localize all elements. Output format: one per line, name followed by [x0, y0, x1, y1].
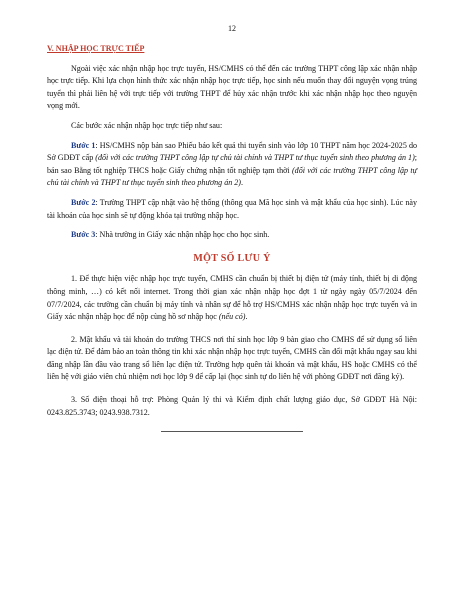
note-3: 3. Số điện thoại hỗ trợ: Phòng Quản lý thi và Kiểm định chất lượng giáo dục, Sở GDĐT Hà Nội: 0243.825.3743; 0243.938.7312. — [47, 395, 417, 417]
intro-paragraph: Ngoài việc xác nhận nhập học trực tuyến, HS/CMHS có thể đến các trường THPT công lập xác nhận nhập học trực tiếp. Khi lựa chọn hình thức xác nhận nhập học trực tiếp, học sinh nếu muốn thay đổi nguyện vọng trúng tuyển thì phải liên hệ với trực tiếp với trường THPT để hủy xác nhận trước khi xác nhận nhập học theo nguyện vọng mới. — [47, 63, 417, 111]
step-1-label: Bước 1 — [71, 140, 96, 150]
footnote-divider — [161, 431, 303, 432]
steps-intro: Các bước xác nhận nhập học trực tiếp như sau: — [71, 120, 223, 130]
step-1: Bước 1: HS/CMHS nộp bản sao Phiếu báo kết quả thi tuyển sinh vào lớp 10 THPT năm học 2024-2025 do Sở GDĐT cấp (đối với các trường THPT công lập tự chủ tài chính và THPT tư thục tuyển sinh theo phương án 1); bản sao Bằng tốt nghiệp THCS hoặc Giấy chứng nhận tốt nghiệp tạm thời (đối với các trường THPT công lập tự chủ tài chính và THPT tư thục tuyển sinh theo phương án 2). — [47, 140, 417, 188]
page-number: 12 — [228, 24, 236, 33]
step-2: Bước 2: Trường THPT cập nhật vào hệ thống (thông qua Mã học sinh và mật khẩu của học sinh). Lúc này tài khoản của học sinh sẽ tự động khóa tại trường nhập học. — [47, 197, 417, 220]
section-title: V. NHẬP HỌC TRỰC TIẾP — [47, 44, 145, 53]
step-3-label: Bước 3 — [71, 230, 96, 240]
step-2-label: Bước 2 — [71, 197, 96, 207]
notes-title: MỘT SỐ LƯU Ý — [193, 252, 271, 264]
page-content — [47, 43, 417, 432]
note-1: 1. Để thực hiện việc nhập học trực tuyến, CMHS cần chuẩn bị thiết bị điện tử (máy tính, thiết bị di động thông minh, …) có kết nối internet. Trong thời gian xác nhận nhập học đợt 1 từ ngày ngày 05/7/2024 đến 07/7/2024, các trường cần chuẩn bị máy tính và nhân sự để hỗ trợ HS/CMHS xác nhận nhập học trực tuyến và in Giấy xác nhận nhập học để nộp cùng hồ sơ nhập học (nếu có). — [47, 274, 417, 322]
step-3: Bước 3: Nhà trường in Giấy xác nhận nhập học cho học sinh. — [71, 230, 270, 240]
note-2: 2. Mật khẩu và tài khoản do trường THCS nơi thí sinh học lớp 9 bàn giao cho CMHS để sử dụng sổ liên lạc điện tử. Để đảm bảo an toàn thông tin khi xác nhận nhập học trực tuyến, CMHS cần đổi mật khẩu ngay sau khi đăng nhập lần đầu vào trang sổ liên lạc điện tử. Trường hợp quên tài khoản và mật khẩu, HS hoặc CMHS có thể liên hệ với giáo viên chủ nhiệm nơi học lớp 9 để cấp lại (học sinh tự do liên hệ với phòng GDĐT nơi đăng ký). — [47, 334, 417, 382]
